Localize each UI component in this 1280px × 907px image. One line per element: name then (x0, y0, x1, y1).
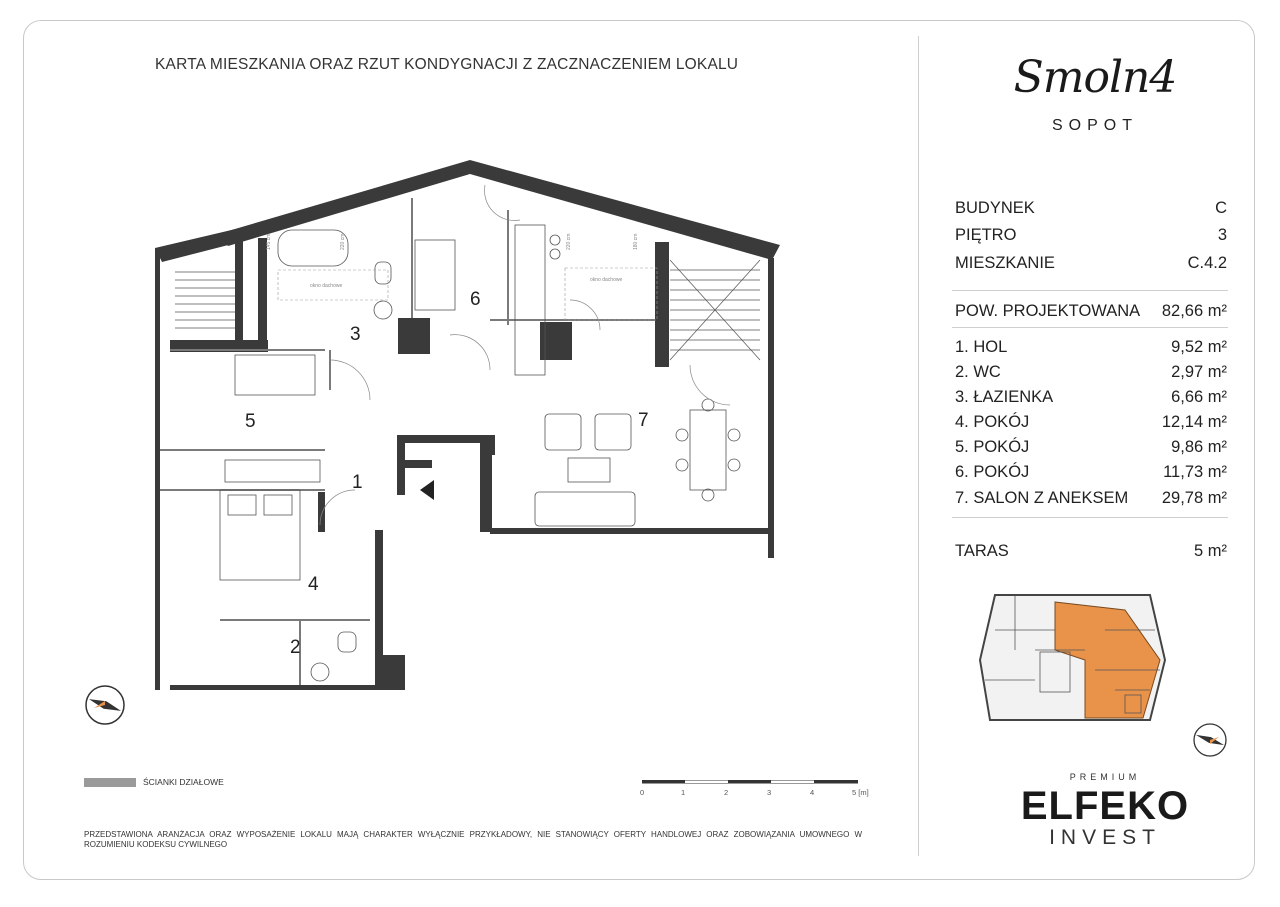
room-number-6: 6 (470, 289, 481, 310)
room-row: 4. POKÓJ 12,14 m² (955, 413, 1227, 431)
project-city: SOPOT (1051, 117, 1138, 134)
scale-tick: 0 (640, 788, 645, 797)
entrance-arrow-icon (420, 480, 434, 500)
bed (220, 490, 300, 580)
room-number-7: 7 (638, 410, 649, 431)
separator (952, 327, 1228, 328)
scale-tick: 3 (767, 788, 772, 797)
dining-table (690, 410, 726, 490)
scale-tick: 2 (724, 788, 729, 797)
developer-premium: PREMIUM (1069, 772, 1141, 782)
wardrobe (225, 460, 320, 482)
info-row-building: BUDYNEK C (955, 199, 1227, 217)
skylight-label-1: okno dachowe (310, 283, 343, 289)
height-label-1: 145 cm (266, 233, 272, 250)
info-row-floor: PIĘTRO 3 (955, 226, 1227, 244)
wc-toilet (338, 632, 356, 652)
area-total-value: 82,66 m² (1161, 302, 1227, 320)
developer-invest: INVEST (1049, 826, 1161, 849)
room-number-1: 1 (352, 472, 363, 493)
bed-pillow-2 (264, 495, 292, 515)
scale-tick: 5 [m] (852, 788, 869, 797)
floor-key-plan (975, 590, 1175, 730)
room-row: 3. ŁAZIENKA 6,66 m² (955, 388, 1227, 406)
info-row-apartment: MIESZKANIE C.4.2 (955, 254, 1227, 272)
skylight-label-2: okno dachowe (590, 277, 623, 283)
disclaimer: PRZEDSTAWIONA ARANŻACJA ORAZ WYPOSAŻENIE LOKALU MAJĄ CHARAKTER WYŁĄCZNIE PRZYKŁADOWY, NIE STANOWIĄCY OFERTY HANDLOWEJ ORAZ ZOBOWIĄZANIA UMOWNEGO W ROZUMIENIU KODEKSU CYWILNEGO (84, 830, 862, 849)
compass-icon (82, 682, 128, 728)
compass-icon (1190, 720, 1230, 760)
legend-swatch-partitions (84, 778, 136, 787)
height-label-2: 220 cm (340, 233, 346, 250)
room-row: 2. WC 2,97 m² (955, 363, 1227, 381)
room-number-5: 5 (245, 411, 256, 432)
height-label-4: 180 cm (633, 233, 639, 250)
floor-plan (150, 150, 790, 710)
separator (952, 517, 1228, 518)
armchair-2 (595, 414, 631, 450)
sofa (535, 492, 635, 526)
room-number-2: 2 (290, 637, 301, 658)
coffee-table (568, 458, 610, 482)
single-bed (415, 240, 455, 310)
legend-label: ŚCIANKI DZIAŁOWE (143, 777, 224, 787)
document-title: KARTA MIESZKANIA ORAZ RZUT KONDYGNACJI Z ZACZNACZENIEM LOKALU (155, 56, 739, 73)
room-row: 6. POKÓJ 11,73 m² (955, 463, 1227, 481)
room-number-3: 3 (350, 324, 361, 345)
scale-bar (640, 778, 880, 802)
scale-tick: 4 (810, 788, 815, 797)
skylight-zones (278, 268, 657, 320)
washbasin (374, 301, 392, 319)
bed-pillow-1 (228, 495, 256, 515)
scale-tick: 1 (681, 788, 686, 797)
desk (235, 355, 315, 395)
room-number-4: 4 (308, 574, 319, 595)
column-divider (918, 36, 919, 856)
wc-basin (311, 663, 329, 681)
project-logo: Smoln4 (1013, 52, 1177, 103)
room-row: 7. SALON Z ANEKSEM 29,78 m² (955, 489, 1227, 507)
toilet (375, 262, 391, 284)
armchair-1 (545, 414, 581, 450)
room-row: 5. POKÓJ 9,86 m² (955, 438, 1227, 456)
terrace-value: 5 m² (1194, 542, 1227, 560)
room-row: 1. HOL 9,52 m² (955, 338, 1227, 356)
bathtub (278, 230, 348, 266)
separator (952, 290, 1228, 291)
height-label-3: 220 cm (566, 233, 572, 250)
area-total-label: POW. PROJEKTOWANA (955, 302, 1141, 320)
developer-logo: ELFEKO (1020, 784, 1190, 828)
terrace-label: TARAS (955, 542, 1009, 560)
